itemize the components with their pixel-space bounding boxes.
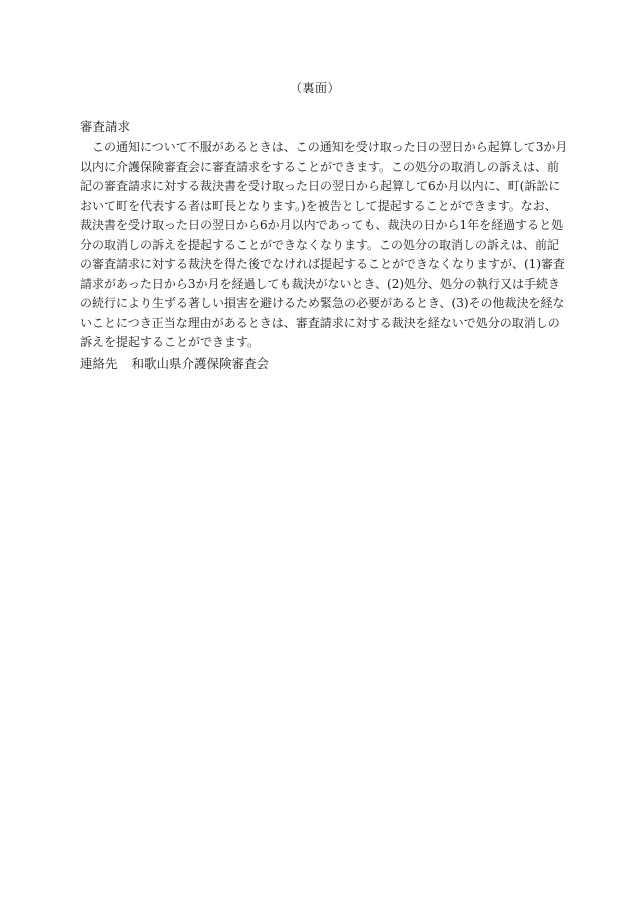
body-line: 分の取消しの訴えを提起することができなくなります。この処分の取消しの訴えは、前記: [80, 237, 560, 252]
contact-organization: 和歌山県介護保険審査会: [131, 356, 270, 371]
body-line: 訴えを提起することができます。: [80, 335, 260, 349]
page-side-label: （裏面）: [289, 81, 340, 95]
body-line: この通知について不服があるときは、この通知を受け取った日の翌日から起算して3か月: [80, 140, 568, 154]
contact-info: [80, 356, 269, 372]
contact-label: 連絡先: [80, 356, 118, 371]
section-heading: 審査請求: [80, 119, 131, 134]
body-line: おいて町を代表する者は町長となります。)を被告として提起することができます。なお、: [80, 198, 557, 213]
body-line: 以内に介護保険審査会に審査請求をすることができます。この処分の取消しの訴えは、前: [80, 159, 560, 174]
body-line: 裁決書を受け取った日の翌日から6か月以内であっても、裁決の日から1年を経過すると処: [80, 218, 564, 232]
body-line: 請求があった日から3か月を経過しても裁決がないとき、(2)処分、処分の執行又は手続き: [80, 276, 561, 291]
body-line: の続行により生ずる著しい損害を避けるため緊急の必要があるとき、(3)その他裁決を経な: [80, 296, 565, 310]
body-paragraph: [80, 138, 568, 353]
body-line: の審査請求に対する裁決を得た後でなければ提起することができなくなりますが、(1)審査: [80, 257, 566, 271]
body-line: いことにつき正当な理由があるときは、審査請求に対する裁決を経ないで処分の取消しの: [80, 315, 560, 330]
body-line: 記の審査請求に対する裁決書を受け取った日の翌日から起算して6か月以内に、町(訴訟に: [80, 179, 561, 193]
